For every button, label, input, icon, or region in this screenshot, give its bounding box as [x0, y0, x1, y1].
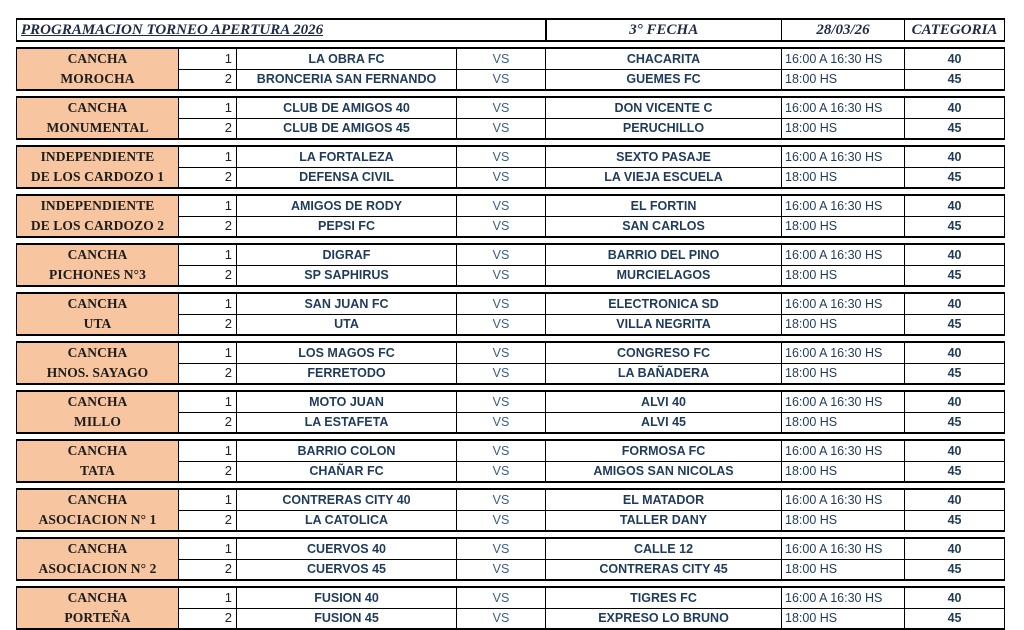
match-category: 40: [905, 146, 1005, 167]
venue-line-2: PORTEÑA: [64, 610, 131, 625]
vs-label: VS: [457, 510, 546, 531]
match-row: [17, 293, 1005, 314]
away-team: BARRIO DEL PINO: [546, 244, 782, 265]
match-category: 45: [905, 363, 1005, 384]
match-category: 45: [905, 265, 1005, 286]
home-team: DIGRAF: [237, 244, 457, 265]
match-number: 2: [179, 118, 237, 139]
tournament-title: PROGRAMACION TORNEO APERTURA 2026: [17, 19, 546, 41]
away-team: CONGRESO FC: [546, 342, 782, 363]
match-number: 1: [179, 97, 237, 118]
match-number: 2: [179, 510, 237, 531]
match-number: 1: [179, 244, 237, 265]
away-team: LA VIEJA ESCUELA: [546, 167, 782, 188]
block-spacer: [17, 237, 1005, 244]
venue-line-2: DE LOS CARDOZO 2: [30, 218, 165, 233]
fixture-table: [16, 18, 1005, 630]
match-number: 2: [179, 608, 237, 629]
vs-label: VS: [457, 608, 546, 629]
block-spacer: [17, 580, 1005, 587]
away-team: SAN CARLOS: [546, 216, 782, 237]
match-time: 18:00 HS: [782, 314, 905, 335]
block-spacer: [17, 90, 1005, 97]
match-category: 45: [905, 412, 1005, 433]
spacer-cell: [17, 335, 1005, 342]
block-spacer: [17, 286, 1005, 293]
match-number: 1: [179, 538, 237, 559]
away-team: TALLER DANY: [546, 510, 782, 531]
venue-name: [17, 538, 179, 580]
spacer-cell: [17, 237, 1005, 244]
match-number: 2: [179, 216, 237, 237]
match-category: 45: [905, 167, 1005, 188]
match-time: 16:00 A 16:30 HS: [782, 293, 905, 314]
away-team: ALVI 45: [546, 412, 782, 433]
away-team: ALVI 40: [546, 391, 782, 412]
venue-line-2: UTA: [83, 316, 112, 331]
venue-line-1: INDEPENDIENTE: [40, 198, 155, 213]
away-team: ELECTRONICA SD: [546, 293, 782, 314]
away-team: LA BAÑADERA: [546, 363, 782, 384]
header-row: [17, 19, 1005, 41]
away-team: EL MATADOR: [546, 489, 782, 510]
venue-name: [17, 146, 179, 188]
venue-name: [17, 97, 179, 139]
match-category: 45: [905, 314, 1005, 335]
match-number: 1: [179, 195, 237, 216]
match-time: 18:00 HS: [782, 559, 905, 580]
block-spacer: [17, 433, 1005, 440]
match-time: 16:00 A 16:30 HS: [782, 146, 905, 167]
match-category: 40: [905, 293, 1005, 314]
home-team: SP SAPHIRUS: [237, 265, 457, 286]
venue-line-2: ASOCIACION N° 1: [38, 512, 157, 527]
vs-label: VS: [457, 587, 546, 608]
match-category: 45: [905, 118, 1005, 139]
match-category: 40: [905, 391, 1005, 412]
match-row: [17, 440, 1005, 461]
match-time: 16:00 A 16:30 HS: [782, 195, 905, 216]
block-spacer: [17, 531, 1005, 538]
home-team: CONTRERAS CITY 40: [237, 489, 457, 510]
match-time: 16:00 A 16:30 HS: [782, 489, 905, 510]
match-time: 18:00 HS: [782, 510, 905, 531]
match-time: 18:00 HS: [782, 363, 905, 384]
away-team: AMIGOS SAN NICOLAS: [546, 461, 782, 482]
match-number: 2: [179, 559, 237, 580]
match-number: 1: [179, 146, 237, 167]
match-time: 18:00 HS: [782, 69, 905, 90]
vs-label: VS: [457, 461, 546, 482]
match-time: 18:00 HS: [782, 608, 905, 629]
away-team: PERUCHILLO: [546, 118, 782, 139]
match-category: 45: [905, 559, 1005, 580]
home-team: LA FORTALEZA: [237, 146, 457, 167]
venue-line-2: TATA: [80, 463, 115, 478]
venue-name: [17, 391, 179, 433]
venue-line-2: PICHONES N°3: [49, 267, 146, 282]
match-number: 2: [179, 314, 237, 335]
match-category: 45: [905, 69, 1005, 90]
match-number: 1: [179, 293, 237, 314]
vs-label: VS: [457, 489, 546, 510]
match-date: 28/03/26: [782, 19, 905, 41]
home-team: SAN JUAN FC: [237, 293, 457, 314]
spacer-cell: [17, 286, 1005, 293]
venue-line-1: CANCHA: [67, 100, 128, 115]
venue-line-2: MILLO: [73, 414, 121, 429]
match-category: 40: [905, 538, 1005, 559]
match-time: 18:00 HS: [782, 461, 905, 482]
match-category: 40: [905, 195, 1005, 216]
venue-line-1: CANCHA: [67, 296, 128, 311]
spacer-cell: [17, 90, 1005, 97]
vs-label: VS: [457, 314, 546, 335]
vs-label: VS: [457, 412, 546, 433]
match-number: 1: [179, 587, 237, 608]
vs-label: VS: [457, 146, 546, 167]
match-time: 18:00 HS: [782, 216, 905, 237]
vs-label: VS: [457, 118, 546, 139]
match-row: [17, 391, 1005, 412]
venue-name: [17, 587, 179, 629]
match-category: 40: [905, 587, 1005, 608]
match-number: 1: [179, 342, 237, 363]
home-team: LA CATOLICA: [237, 510, 457, 531]
vs-label: VS: [457, 440, 546, 461]
spacer-cell: [17, 384, 1005, 391]
vs-label: VS: [457, 167, 546, 188]
block-spacer: [17, 41, 1005, 48]
spacer-cell: [17, 531, 1005, 538]
away-team: FORMOSA FC: [546, 440, 782, 461]
match-row: [17, 342, 1005, 363]
match-category: 40: [905, 244, 1005, 265]
home-team: LA ESTAFETA: [237, 412, 457, 433]
venue-line-1: CANCHA: [67, 247, 128, 262]
match-time: 18:00 HS: [782, 167, 905, 188]
round-label: 3° FECHA: [546, 19, 782, 41]
away-team: DON VICENTE C: [546, 97, 782, 118]
spacer-cell: [17, 433, 1005, 440]
spacer-cell: [17, 139, 1005, 146]
match-number: 2: [179, 167, 237, 188]
away-team: EXPRESO LO BRUNO: [546, 608, 782, 629]
match-time: 16:00 A 16:30 HS: [782, 97, 905, 118]
match-time: 18:00 HS: [782, 118, 905, 139]
vs-label: VS: [457, 538, 546, 559]
spacer-cell: [17, 482, 1005, 489]
vs-label: VS: [457, 293, 546, 314]
spacer-cell: [17, 188, 1005, 195]
match-row: [17, 195, 1005, 216]
home-team: UTA: [237, 314, 457, 335]
venue-name: [17, 293, 179, 335]
match-category: 40: [905, 97, 1005, 118]
match-number: 1: [179, 391, 237, 412]
match-row: [17, 97, 1005, 118]
venue-name: [17, 48, 179, 90]
venue-name: [17, 489, 179, 531]
match-time: 16:00 A 16:30 HS: [782, 244, 905, 265]
venue-line-2: ASOCIACION N° 2: [38, 561, 157, 576]
venue-line-2: MONUMENTAL: [46, 120, 149, 135]
home-team: LA OBRA FC: [237, 48, 457, 69]
spacer-cell: [17, 580, 1005, 587]
venue-line-1: CANCHA: [67, 590, 128, 605]
match-number: 2: [179, 412, 237, 433]
block-spacer: [17, 188, 1005, 195]
block-spacer: [17, 384, 1005, 391]
away-team: EL FORTIN: [546, 195, 782, 216]
venue-line-2: MOROCHA: [60, 71, 135, 86]
match-number: 2: [179, 69, 237, 90]
venue-line-2: HNOS. SAYAGO: [46, 365, 149, 380]
venue-name: [17, 195, 179, 237]
match-time: 16:00 A 16:30 HS: [782, 342, 905, 363]
home-team: CLUB DE AMIGOS 45: [237, 118, 457, 139]
vs-label: VS: [457, 97, 546, 118]
venue-name: [17, 440, 179, 482]
match-time: 16:00 A 16:30 HS: [782, 48, 905, 69]
venue-line-1: INDEPENDIENTE: [40, 149, 155, 164]
venue-name: [17, 342, 179, 384]
away-team: SEXTO PASAJE: [546, 146, 782, 167]
venue-line-2: DE LOS CARDOZO 1: [30, 169, 165, 184]
home-team: PEPSI FC: [237, 216, 457, 237]
home-team: LOS MAGOS FC: [237, 342, 457, 363]
match-category: 45: [905, 608, 1005, 629]
match-category: 45: [905, 216, 1005, 237]
match-time: 18:00 HS: [782, 412, 905, 433]
match-row: [17, 146, 1005, 167]
venue-line-1: CANCHA: [67, 394, 128, 409]
home-team: CHAÑAR FC: [237, 461, 457, 482]
vs-label: VS: [457, 559, 546, 580]
match-number: 2: [179, 363, 237, 384]
vs-label: VS: [457, 216, 546, 237]
vs-label: VS: [457, 342, 546, 363]
home-team: FUSION 40: [237, 587, 457, 608]
away-team: MURCIELAGOS: [546, 265, 782, 286]
vs-label: VS: [457, 265, 546, 286]
match-category: 45: [905, 510, 1005, 531]
match-number: 1: [179, 440, 237, 461]
home-team: BRONCERIA SAN FERNANDO: [237, 69, 457, 90]
home-team: CLUB DE AMIGOS 40: [237, 97, 457, 118]
vs-label: VS: [457, 244, 546, 265]
spacer-cell: [17, 41, 1005, 48]
away-team: GUEMES FC: [546, 69, 782, 90]
home-team: AMIGOS DE RODY: [237, 195, 457, 216]
venue-line-1: CANCHA: [67, 51, 128, 66]
away-team: VILLA NEGRITA: [546, 314, 782, 335]
vs-label: VS: [457, 195, 546, 216]
away-team: CHACARITA: [546, 48, 782, 69]
match-category: 40: [905, 48, 1005, 69]
home-team: MOTO JUAN: [237, 391, 457, 412]
match-time: 16:00 A 16:30 HS: [782, 587, 905, 608]
venue-line-1: CANCHA: [67, 541, 128, 556]
block-spacer: [17, 482, 1005, 489]
venue-line-1: CANCHA: [67, 345, 128, 360]
vs-label: VS: [457, 48, 546, 69]
match-category: 40: [905, 440, 1005, 461]
away-team: CALLE 12: [546, 538, 782, 559]
home-team: BARRIO COLON: [237, 440, 457, 461]
match-row: [17, 489, 1005, 510]
vs-label: VS: [457, 363, 546, 384]
fixture-sheet: [16, 18, 1004, 630]
venue-line-1: CANCHA: [67, 443, 128, 458]
away-team: CONTRERAS CITY 45: [546, 559, 782, 580]
block-spacer: [17, 139, 1005, 146]
match-number: 2: [179, 265, 237, 286]
home-team: FUSION 45: [237, 608, 457, 629]
match-number: 1: [179, 489, 237, 510]
venue-line-1: CANCHA: [67, 492, 128, 507]
match-time: 16:00 A 16:30 HS: [782, 538, 905, 559]
match-row: [17, 244, 1005, 265]
match-number: 2: [179, 461, 237, 482]
match-time: 18:00 HS: [782, 265, 905, 286]
vs-label: VS: [457, 391, 546, 412]
venue-name: [17, 244, 179, 286]
home-team: CUERVOS 45: [237, 559, 457, 580]
match-category: 40: [905, 489, 1005, 510]
match-category: 40: [905, 342, 1005, 363]
home-team: DEFENSA CIVIL: [237, 167, 457, 188]
match-time: 16:00 A 16:30 HS: [782, 440, 905, 461]
fixture-body: [17, 19, 1005, 629]
match-time: 16:00 A 16:30 HS: [782, 391, 905, 412]
category-header: CATEGORIA: [905, 19, 1005, 41]
match-row: [17, 538, 1005, 559]
home-team: FERRETODO: [237, 363, 457, 384]
match-row: [17, 587, 1005, 608]
home-team: CUERVOS 40: [237, 538, 457, 559]
block-spacer: [17, 335, 1005, 342]
match-row: [17, 48, 1005, 69]
vs-label: VS: [457, 69, 546, 90]
match-category: 45: [905, 461, 1005, 482]
match-number: 1: [179, 48, 237, 69]
away-team: TIGRES FC: [546, 587, 782, 608]
